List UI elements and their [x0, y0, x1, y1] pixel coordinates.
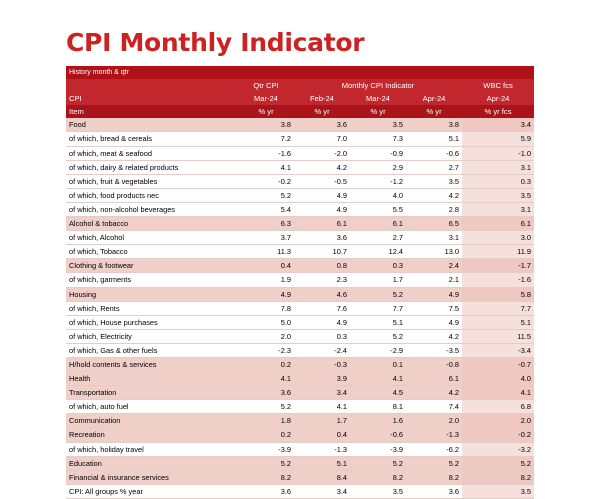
- cell-forecast: 5.1: [462, 315, 534, 329]
- cell-value: 4.2: [406, 188, 462, 202]
- cell-forecast: -3.2: [462, 442, 534, 456]
- header-group-blank: [66, 79, 238, 92]
- header-unit-feb24: % yr: [314, 107, 330, 117]
- cell-value: 3.6: [406, 484, 462, 498]
- cpi-table-container: [66, 66, 534, 499]
- cell-value: -1.3: [294, 442, 350, 456]
- cell-value: -2.3: [238, 343, 294, 357]
- header-date-qtr-mar24: Mar-24: [253, 94, 279, 104]
- cell-value: -0.9: [350, 146, 406, 160]
- cell-value: -1.3: [406, 428, 462, 442]
- cell-value: -0.3: [294, 357, 350, 371]
- cell-value: 10.7: [294, 245, 350, 259]
- cell-value: 4.2: [406, 329, 462, 343]
- cell-value: 2.0: [406, 414, 462, 428]
- cell-value: -3.9: [350, 442, 406, 456]
- table-row: [66, 484, 534, 498]
- cell-forecast: 3.5: [462, 484, 534, 498]
- cell-forecast: 3.0: [462, 231, 534, 245]
- cell-value: 5.5: [350, 202, 406, 216]
- cell-value: 0.2: [238, 428, 294, 442]
- cell-value: 8.2: [406, 470, 462, 484]
- table-row: [66, 357, 534, 371]
- cell-value: 7.3: [350, 132, 406, 146]
- header-unit-wbc: % yr fcs: [484, 107, 512, 117]
- row-label: of which, Electricity: [66, 329, 238, 343]
- row-label: Food: [66, 118, 238, 132]
- cell-value: 5.1: [406, 132, 462, 146]
- cell-value: 0.4: [294, 428, 350, 442]
- cell-value: 4.6: [294, 287, 350, 301]
- cell-value: 4.9: [294, 188, 350, 202]
- cell-value: 1.6: [350, 414, 406, 428]
- table-row: [66, 287, 534, 301]
- cell-value: 0.3: [350, 259, 406, 273]
- history-band-label: History month & qtr: [69, 69, 129, 76]
- cell-value: 5.0: [238, 315, 294, 329]
- cell-value: 5.2: [238, 400, 294, 414]
- cpi-table: [66, 66, 534, 499]
- cell-forecast: -1.0: [462, 146, 534, 160]
- cell-value: -6.2: [406, 442, 462, 456]
- cell-value: 0.1: [350, 357, 406, 371]
- cell-value: 7.8: [238, 301, 294, 315]
- cell-value: 5.1: [294, 456, 350, 470]
- table-row: [66, 160, 534, 174]
- cell-value: -0.6: [406, 146, 462, 160]
- header-date-apr24: Apr-24: [422, 94, 446, 104]
- cell-value: 5.1: [350, 315, 406, 329]
- table-row: [66, 456, 534, 470]
- table-row: [66, 202, 534, 216]
- table-row: [66, 470, 534, 484]
- cell-forecast: 7.7: [462, 301, 534, 315]
- table-row: [66, 372, 534, 386]
- cell-value: -1.6: [238, 146, 294, 160]
- row-label: Transportation: [66, 386, 238, 400]
- cell-value: 5.2: [350, 329, 406, 343]
- cell-value: 5.4: [238, 202, 294, 216]
- cell-value: -0.6: [350, 428, 406, 442]
- cell-value: 3.8: [406, 118, 462, 132]
- cell-value: 3.6: [238, 484, 294, 498]
- cell-forecast: 5.2: [462, 456, 534, 470]
- cell-value: 4.1: [238, 160, 294, 174]
- cell-value: -3.5: [406, 343, 462, 357]
- cell-value: 11.3: [238, 245, 294, 259]
- table-row: [66, 217, 534, 231]
- cell-value: 0.8: [294, 259, 350, 273]
- cell-value: 7.2: [238, 132, 294, 146]
- header-group-row: [66, 79, 534, 92]
- page-title: CPI Monthly Indicator: [66, 28, 365, 57]
- cell-value: 1.9: [238, 273, 294, 287]
- table-body: [66, 118, 534, 498]
- cell-forecast: 11.5: [462, 329, 534, 343]
- row-label: of which, meat & seafood: [66, 146, 238, 160]
- cell-value: 7.0: [294, 132, 350, 146]
- cell-value: 3.8: [238, 118, 294, 132]
- cell-forecast: 4.0: [462, 372, 534, 386]
- cell-value: 3.4: [294, 386, 350, 400]
- cell-value: 8.4: [294, 470, 350, 484]
- cell-value: 4.9: [238, 287, 294, 301]
- table-row: [66, 174, 534, 188]
- cell-value: 4.1: [294, 400, 350, 414]
- table-row: [66, 188, 534, 202]
- header-unit-qtr: % yr: [258, 107, 274, 117]
- row-label: Financial & insurance services: [66, 470, 238, 484]
- row-label: Health: [66, 372, 238, 386]
- cell-forecast: 0.3: [462, 174, 534, 188]
- table-row: [66, 400, 534, 414]
- cell-value: 3.6: [294, 118, 350, 132]
- row-label: of which, House purchases: [66, 315, 238, 329]
- row-label: Recreation: [66, 428, 238, 442]
- cell-value: 7.5: [406, 301, 462, 315]
- cell-value: -2.0: [294, 146, 350, 160]
- row-label: of which, Tobacco: [66, 245, 238, 259]
- cell-value: 4.2: [406, 386, 462, 400]
- cell-value: 3.5: [350, 118, 406, 132]
- cell-forecast: 11.9: [462, 245, 534, 259]
- row-label: of which, non-alcohol beverages: [66, 202, 238, 216]
- cell-forecast: -0.2: [462, 428, 534, 442]
- cell-value: 3.7: [238, 231, 294, 245]
- cell-value: 4.5: [350, 386, 406, 400]
- cell-value: 13.0: [406, 245, 462, 259]
- cell-value: 8.2: [238, 470, 294, 484]
- row-label: Housing: [66, 287, 238, 301]
- cell-value: 3.6: [238, 386, 294, 400]
- cell-value: -1.2: [350, 174, 406, 188]
- cell-forecast: 3.1: [462, 202, 534, 216]
- cell-value: 5.2: [238, 456, 294, 470]
- header-units-row: [66, 105, 534, 118]
- cell-forecast: -3.4: [462, 343, 534, 357]
- cell-forecast: -1.6: [462, 273, 534, 287]
- table-row: [66, 132, 534, 146]
- cell-value: 1.8: [238, 414, 294, 428]
- cell-value: -2.4: [294, 343, 350, 357]
- cell-value: 2.9: [350, 160, 406, 174]
- header-date-mar24: Mar-24: [365, 94, 391, 104]
- row-label: of which, bread & cereals: [66, 132, 238, 146]
- cell-value: 6.3: [238, 217, 294, 231]
- cell-value: 3.1: [406, 231, 462, 245]
- cell-forecast: 6.8: [462, 400, 534, 414]
- cell-forecast: 3.4: [462, 118, 534, 132]
- cell-value: 0.4: [238, 259, 294, 273]
- cell-value: 3.6: [294, 231, 350, 245]
- table-row: [66, 315, 534, 329]
- cell-value: -0.5: [294, 174, 350, 188]
- cell-value: 5.2: [238, 188, 294, 202]
- cell-forecast: 3.5: [462, 188, 534, 202]
- cell-value: 1.7: [350, 273, 406, 287]
- table-row: [66, 386, 534, 400]
- cell-value: 4.0: [350, 188, 406, 202]
- cell-value: 2.8: [406, 202, 462, 216]
- table-row: [66, 245, 534, 259]
- cell-value: 3.5: [350, 484, 406, 498]
- cell-value: 7.4: [406, 400, 462, 414]
- row-label: of which, Gas & other fuels: [66, 343, 238, 357]
- row-label: of which, dairy & related products: [66, 160, 238, 174]
- cell-value: 6.1: [350, 217, 406, 231]
- cell-forecast: 2.0: [462, 414, 534, 428]
- header-date-wbc-apr24: Apr-24: [486, 94, 510, 104]
- cell-value: 2.4: [406, 259, 462, 273]
- table-row: [66, 301, 534, 315]
- cell-value: -2.9: [350, 343, 406, 357]
- table-row: [66, 273, 534, 287]
- cell-value: 8.1: [350, 400, 406, 414]
- table-header: [66, 66, 534, 118]
- cell-value: 5.2: [406, 456, 462, 470]
- row-label: of which, fruit & vegetables: [66, 174, 238, 188]
- row-label: Education: [66, 456, 238, 470]
- cell-forecast: -1.7: [462, 259, 534, 273]
- cell-value: -0.2: [238, 174, 294, 188]
- header-band-row: [66, 66, 534, 79]
- table-row: [66, 329, 534, 343]
- cell-forecast: 5.9: [462, 132, 534, 146]
- cell-forecast: 4.1: [462, 386, 534, 400]
- cell-value: 7.6: [294, 301, 350, 315]
- cell-value: 1.7: [294, 414, 350, 428]
- table-row: [66, 259, 534, 273]
- row-label: CPI: All groups % year: [66, 484, 238, 498]
- cell-value: 0.2: [238, 357, 294, 371]
- cell-value: 4.1: [350, 372, 406, 386]
- row-label: of which, food products nec: [66, 188, 238, 202]
- row-label: of which, holiday travel: [66, 442, 238, 456]
- cell-value: -3.9: [238, 442, 294, 456]
- cell-value: 5.2: [350, 456, 406, 470]
- cell-value: 4.9: [406, 287, 462, 301]
- cell-value: 2.0: [238, 329, 294, 343]
- header-date-feb24: Feb-24: [309, 94, 335, 104]
- cell-value: 2.1: [406, 273, 462, 287]
- header-group-monthly: Monthly CPI Indicator: [341, 81, 415, 91]
- header-col0-line1: CPI: [69, 94, 82, 104]
- row-label: H/hold contents & services: [66, 357, 238, 371]
- row-label: of which, garments: [66, 273, 238, 287]
- row-label: Alcohol & tobacco: [66, 217, 238, 231]
- header-col0-line2: Item: [69, 107, 84, 117]
- row-label: of which, auto fuel: [66, 400, 238, 414]
- table-row: [66, 414, 534, 428]
- cell-value: 2.7: [406, 160, 462, 174]
- table-row: [66, 343, 534, 357]
- cell-value: 5.2: [350, 287, 406, 301]
- header-date-row: [66, 92, 534, 105]
- cell-value: 6.1: [294, 217, 350, 231]
- cell-forecast: -0.7: [462, 357, 534, 371]
- cell-forecast: 8.2: [462, 470, 534, 484]
- cell-value: 8.2: [350, 470, 406, 484]
- cell-value: 7.7: [350, 301, 406, 315]
- cell-forecast: 3.1: [462, 160, 534, 174]
- header-unit-apr24: % yr: [426, 107, 442, 117]
- row-label: Communication: [66, 414, 238, 428]
- header-group-qtr: Qtr CPI: [253, 81, 279, 91]
- table-row: [66, 442, 534, 456]
- cell-value: 3.9: [294, 372, 350, 386]
- cell-value: 2.3: [294, 273, 350, 287]
- cell-value: 4.9: [406, 315, 462, 329]
- cell-value: 4.9: [294, 202, 350, 216]
- cell-value: 4.2: [294, 160, 350, 174]
- table-row: [66, 428, 534, 442]
- table-row: [66, 118, 534, 132]
- cell-value: 3.4: [294, 484, 350, 498]
- cell-value: 2.7: [350, 231, 406, 245]
- cell-value: 4.9: [294, 315, 350, 329]
- cell-value: 4.1: [238, 372, 294, 386]
- header-unit-mar24: % yr: [370, 107, 386, 117]
- table-row: [66, 146, 534, 160]
- table-row: [66, 231, 534, 245]
- row-label: of which, Rents: [66, 301, 238, 315]
- cell-value: 0.3: [294, 329, 350, 343]
- cell-forecast: 5.8: [462, 287, 534, 301]
- cell-value: 12.4: [350, 245, 406, 259]
- cell-value: -0.8: [406, 357, 462, 371]
- cell-value: 6.1: [406, 372, 462, 386]
- row-label: Clothing & footwear: [66, 259, 238, 273]
- cell-forecast: 6.1: [462, 217, 534, 231]
- cell-value: 6.5: [406, 217, 462, 231]
- row-label: of which, Alcohol: [66, 231, 238, 245]
- cell-value: 3.5: [406, 174, 462, 188]
- header-group-wbc: WBC fcs: [483, 81, 513, 91]
